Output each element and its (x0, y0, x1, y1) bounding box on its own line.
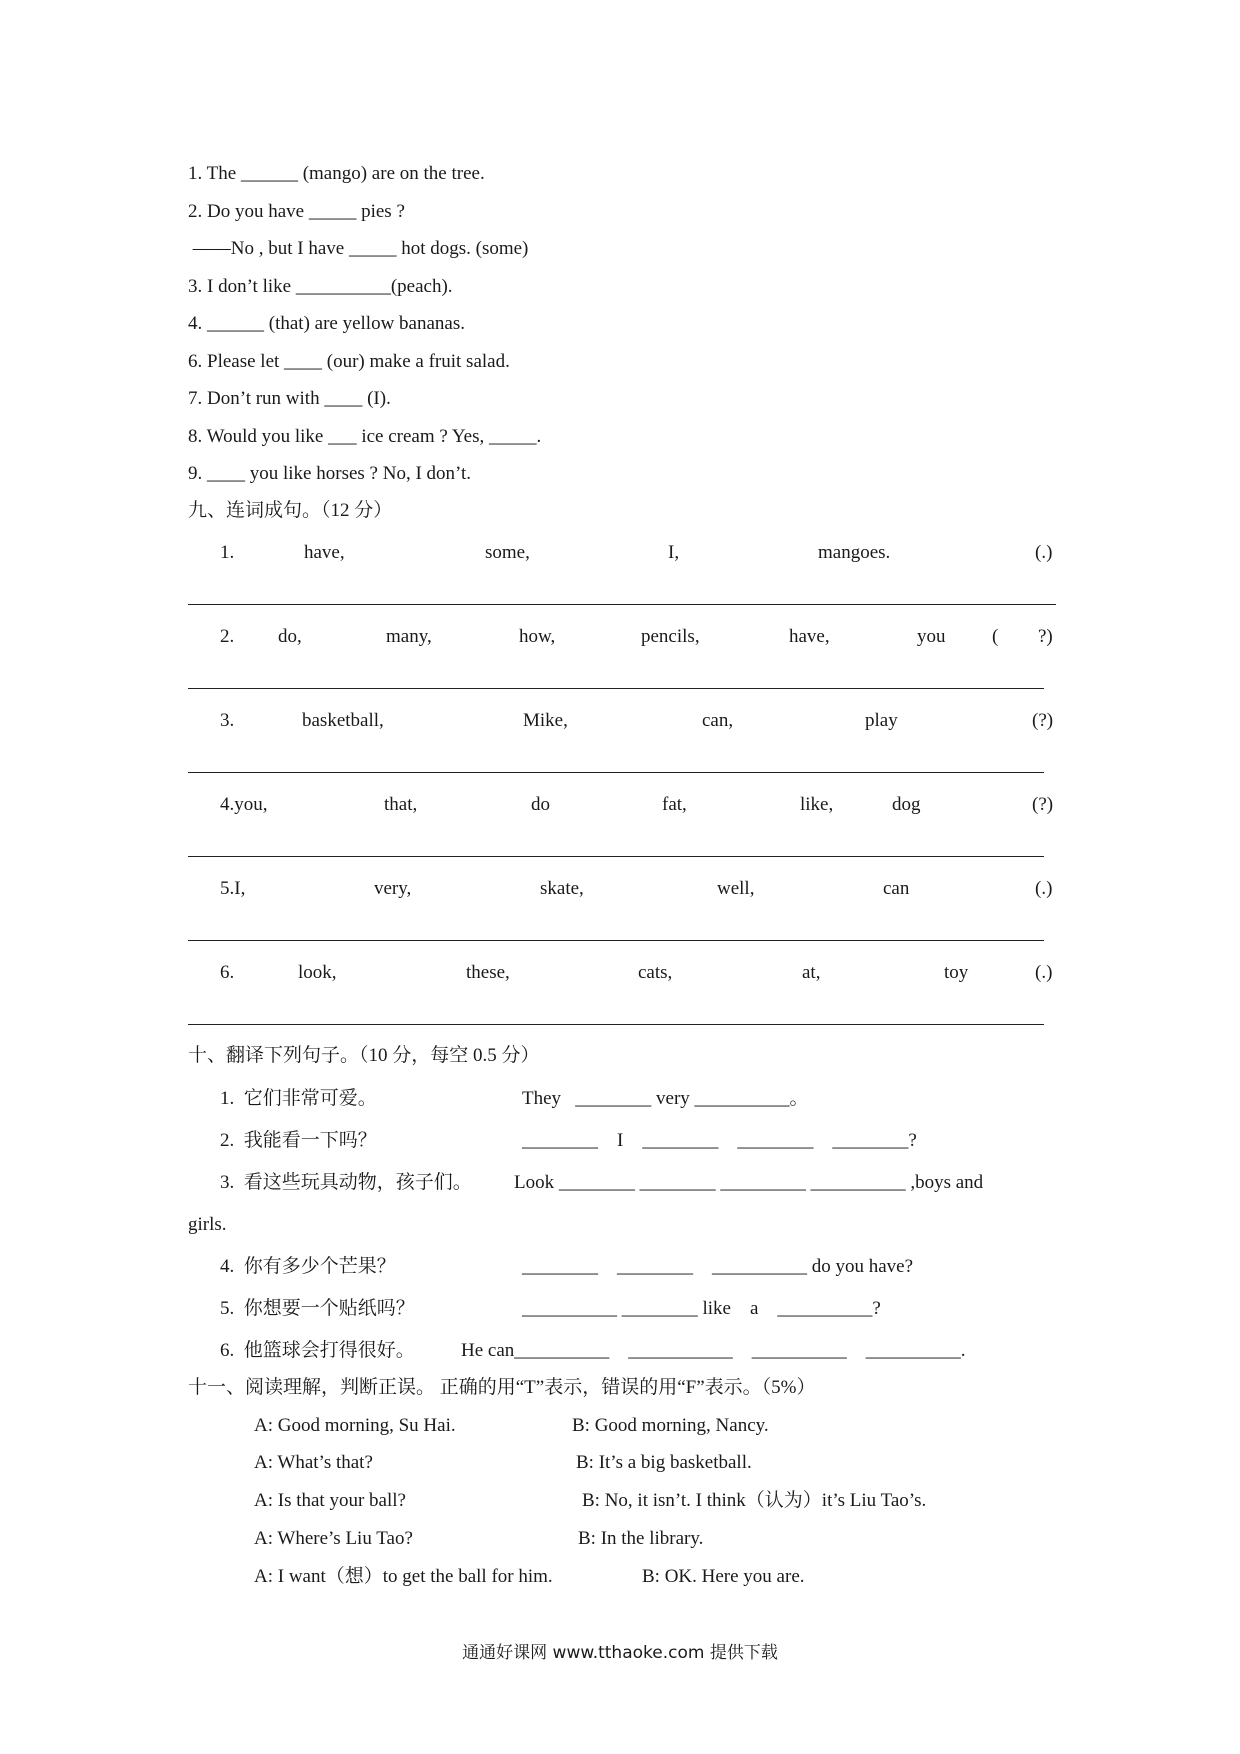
section8-item-9: 9. ____ you like horses ? No, I don’t. (188, 463, 472, 484)
section8-item-2: 2. Do you have _____ pies ? (188, 201, 405, 222)
s10-cn-6: 6. 他篮球会打得很好。 (220, 1340, 415, 1361)
s10-en-3-cont: girls. (188, 1214, 227, 1235)
dialogue-b-2: B: It’s a big basketball. (576, 1452, 752, 1473)
section8-item-3: 3. I don’t like __________(peach). (188, 276, 453, 297)
dialogue-b-4: B: In the library. (578, 1528, 704, 1549)
answer-line (188, 772, 716, 773)
s9-row4-word: like, (800, 794, 834, 815)
s9-row2-word: have, (789, 626, 830, 647)
section8-item-4: 4. ______ (that) are yellow bananas. (188, 313, 465, 334)
s10-cn-1: 1. 它们非常可爱。 (220, 1088, 377, 1109)
s9-row4-word: that, (384, 794, 418, 815)
s9-row2-word: how, (519, 626, 556, 647)
s9-row1-word: have, (304, 542, 345, 563)
s9-row2-word: pencils, (641, 626, 700, 647)
s9-row6-word: (.) (1035, 962, 1053, 983)
s9-row1-word: I, (668, 542, 680, 563)
s9-row2-word: do, (278, 626, 302, 647)
answer-line (188, 1024, 716, 1025)
s9-row5-word: very, (374, 878, 412, 899)
answer-line (716, 940, 1044, 941)
s10-cn-2: 2. 我能看一下吗？ (220, 1130, 377, 1151)
section8-item-7: 7. Don’t run with ____ (I). (188, 388, 391, 409)
s10-cn-5: 5. 你想要一个贴纸吗？ (220, 1298, 415, 1319)
s9-row4-word: do (531, 794, 550, 815)
s9-row6-word: 6. (220, 962, 235, 983)
dialogue-a-3: A: Is that your ball? (254, 1490, 406, 1511)
section11-heading: 十一、阅读理解，判断正误。 正确的用“T”表示，错误的用“F”表示。（5%） (188, 1377, 816, 1398)
s10-en-1: They ________ very __________。 (522, 1088, 809, 1109)
section9-heading: 九、连词成句。（12 分） (188, 500, 393, 521)
s10-en-2: ________ I ________ ________ ________? (522, 1130, 917, 1151)
section10-heading: 十、翻译下列句子。（10 分，每空 0.5 分） (188, 1045, 540, 1066)
dialogue-a-5: A: I want（想）to get the ball for him. (254, 1566, 553, 1587)
s9-row5-word: 5.I, (220, 878, 246, 899)
dialogue-b-3: B: No, it isn’t. I think（认为）it’s Liu Tao’s. (582, 1490, 927, 1511)
s9-row3-word: (?) (1032, 710, 1054, 731)
answer-line (716, 772, 1044, 773)
page-footer: 通通好课网 www.tthaoke.com 提供下载 (462, 1643, 778, 1663)
s10-cn-4: 4. 你有多少个芒果？ (220, 1256, 396, 1277)
s9-row6-word: at, (802, 962, 821, 983)
s9-row6-word: look, (298, 962, 337, 983)
s9-row5-word: skate, (540, 878, 584, 899)
dialogue-a-1: A: Good morning, Su Hai. (254, 1415, 456, 1436)
dialogue-a-2: A: What’s that? (254, 1452, 373, 1473)
s9-row3-word: can, (702, 710, 734, 731)
answer-line (188, 688, 716, 689)
s9-row1-word: some, (485, 542, 530, 563)
s9-row3-word: basketball, (302, 710, 384, 731)
answer-line (716, 856, 1044, 857)
answer-line (716, 688, 1044, 689)
answer-line (188, 856, 716, 857)
s9-row3-word: Mike, (523, 710, 568, 731)
s9-row2-word: you (917, 626, 946, 647)
s9-row4-word: 4.you, (220, 794, 268, 815)
s9-row2-word: ?) (1038, 626, 1053, 647)
answer-line (188, 940, 716, 941)
s9-row6-word: toy (944, 962, 969, 983)
s10-en-5: __________ ________ like a __________? (522, 1298, 881, 1319)
s9-row5-word: well, (717, 878, 755, 899)
s9-row2-word: many, (386, 626, 432, 647)
s9-row6-word: these, (466, 962, 510, 983)
s9-row1-word: 1. (220, 542, 235, 563)
s9-row3-word: 3. (220, 710, 235, 731)
s9-row3-word: play (865, 710, 898, 731)
s10-cn-3: 3. 看这些玩具动物，孩子们。 (220, 1172, 472, 1193)
s9-row4-word: (?) (1032, 794, 1054, 815)
section8-item-1: 1. The ______ (mango) are on the tree. (188, 163, 485, 184)
s10-en-6: He can__________ ___________ __________ __________. (461, 1340, 966, 1361)
s9-row1-word: (.) (1035, 542, 1053, 563)
s9-row5-word: can (883, 878, 910, 899)
dialogue-b-1: B: Good morning, Nancy. (572, 1415, 769, 1436)
s9-row6-word: cats, (638, 962, 673, 983)
s9-row2-word: 2. (220, 626, 235, 647)
answer-line (188, 604, 716, 605)
s9-row1-word: mangoes. (818, 542, 891, 563)
s9-row4-word: dog (892, 794, 921, 815)
s10-en-4: ________ ________ __________ do you have? (522, 1256, 914, 1277)
answer-line (716, 1024, 1044, 1025)
section8-item-6: 6. Please let ____ (our) make a fruit salad. (188, 351, 510, 372)
answer-line (716, 604, 1056, 605)
dialogue-a-4: A: Where’s Liu Tao? (254, 1528, 413, 1549)
s9-row5-word: (.) (1035, 878, 1053, 899)
s9-row4-word: fat, (662, 794, 687, 815)
section8-item-8: 8. Would you like ___ ice cream ? Yes, _____. (188, 426, 542, 447)
dialogue-b-5: B: OK. Here you are. (642, 1566, 805, 1587)
s10-en-3: Look ________ ________ _________ __________ ,boys and (514, 1172, 984, 1193)
section8-item-2-reply: ——No , but I have _____ hot dogs. (some) (188, 238, 529, 259)
s9-row2-word: ( (992, 626, 999, 647)
